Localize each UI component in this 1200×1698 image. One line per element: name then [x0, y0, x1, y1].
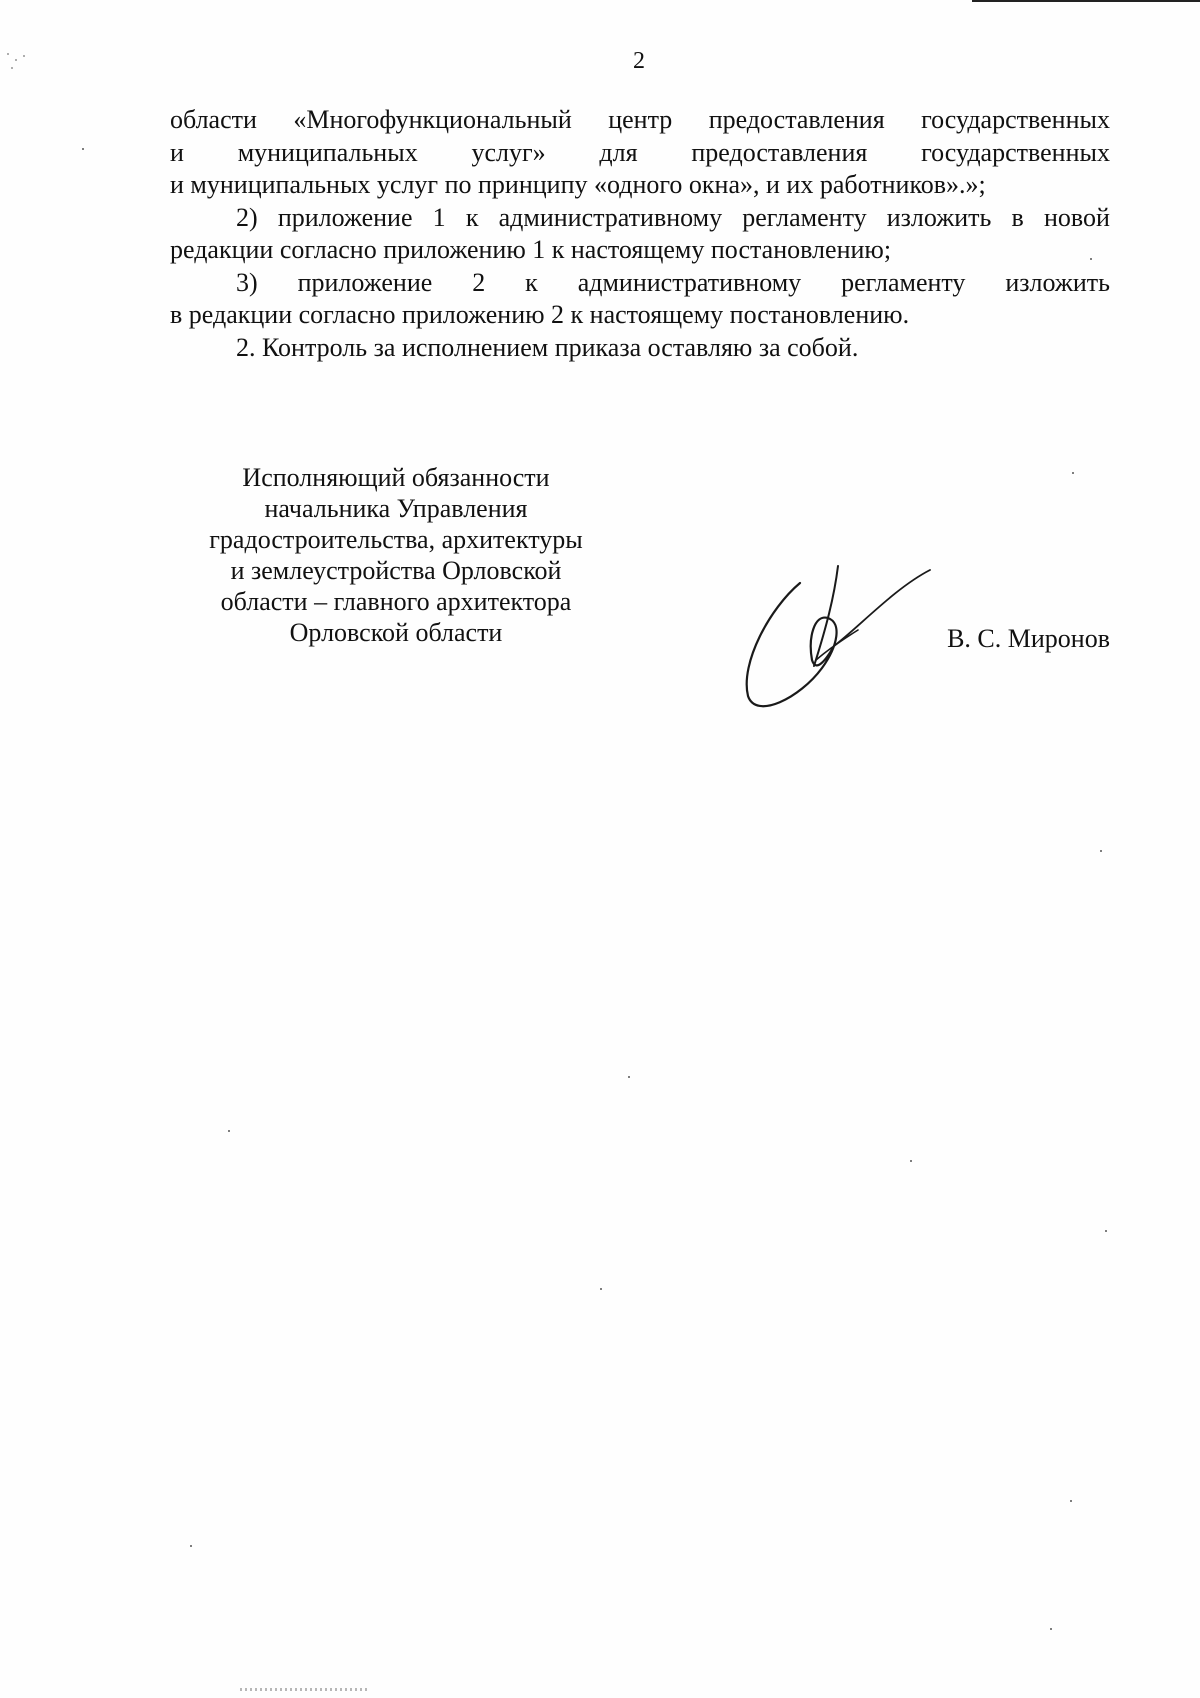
- word: регламенту: [841, 267, 966, 297]
- document-body: [170, 104, 1110, 364]
- word: предоставления: [708, 105, 885, 134]
- body-line-5: редакции согласно приложению 1 к настоящему постановлению;: [170, 235, 892, 264]
- signatory-title-line: области – главного архитектора: [220, 587, 572, 616]
- word: муниципальных: [237, 137, 418, 167]
- body-line-7: в редакции согласно приложению 2 к настоящему постановлению.: [170, 300, 910, 329]
- scan-top-rule: [972, 0, 1200, 2]
- body-line-3: и муниципальных услуг по принципу «одного окна», и их работников».»;: [170, 170, 986, 199]
- word: 1: [432, 202, 446, 232]
- word: услуг»: [471, 137, 546, 167]
- word: к: [465, 202, 479, 232]
- scan-speck: [1105, 1230, 1107, 1232]
- word: государственных: [921, 137, 1110, 167]
- word: «Многофункциональный: [293, 105, 572, 134]
- word: приложение: [277, 202, 413, 232]
- scan-speck: [82, 148, 84, 150]
- signer-name: В. С. Миронов: [947, 624, 1110, 653]
- handwritten-signature: [730, 548, 950, 718]
- body-line-8: 2. Контроль за исполнением приказа оставляю за собой.: [236, 332, 859, 362]
- scan-speck: [628, 1076, 630, 1078]
- signatory-title-line: начальника Управления: [264, 494, 528, 523]
- scan-speck: [228, 1130, 230, 1132]
- body-line-1: [170, 104, 1110, 137]
- scan-speck: [190, 1545, 192, 1547]
- word: к: [525, 267, 538, 297]
- word: приложение: [297, 267, 433, 297]
- word: изложить: [886, 202, 992, 232]
- word: 2: [472, 267, 486, 297]
- word: для: [599, 137, 638, 167]
- scan-speck: [600, 1288, 602, 1290]
- word: новой: [1043, 202, 1110, 232]
- word: административному: [577, 267, 802, 297]
- word: регламенту: [742, 202, 867, 232]
- scan-speck: [1072, 472, 1074, 474]
- word: государственных: [921, 105, 1110, 134]
- word: центр: [608, 105, 673, 134]
- signatory-title-block: [176, 462, 616, 648]
- scan-bottom-edge: [240, 1688, 370, 1691]
- word: и: [170, 137, 184, 167]
- signatory-title-line: градостроительства, архитектуры: [209, 525, 583, 554]
- body-line-6: [170, 267, 1110, 300]
- word: 2): [236, 202, 258, 232]
- body-line-2: [170, 137, 1110, 170]
- signatory-title-line: и землеустройства Орловской: [230, 556, 562, 585]
- word: предоставления: [691, 137, 868, 167]
- body-line-4: [170, 202, 1110, 235]
- word: изложить: [1005, 267, 1110, 297]
- scan-speck: [1090, 258, 1092, 260]
- word: области: [170, 105, 257, 134]
- word: административному: [498, 202, 723, 232]
- word: 3): [236, 267, 258, 297]
- page-number: 2: [633, 48, 645, 74]
- signatory-title-line: Исполняющий обязанности: [242, 463, 550, 492]
- scan-speck: [1100, 850, 1102, 852]
- scan-speck: [1070, 1500, 1072, 1502]
- word: в: [1011, 202, 1024, 232]
- scan-speck: [1050, 1628, 1052, 1630]
- signatory-title-line: Орловской области: [289, 618, 503, 647]
- scan-speck: [910, 1160, 912, 1162]
